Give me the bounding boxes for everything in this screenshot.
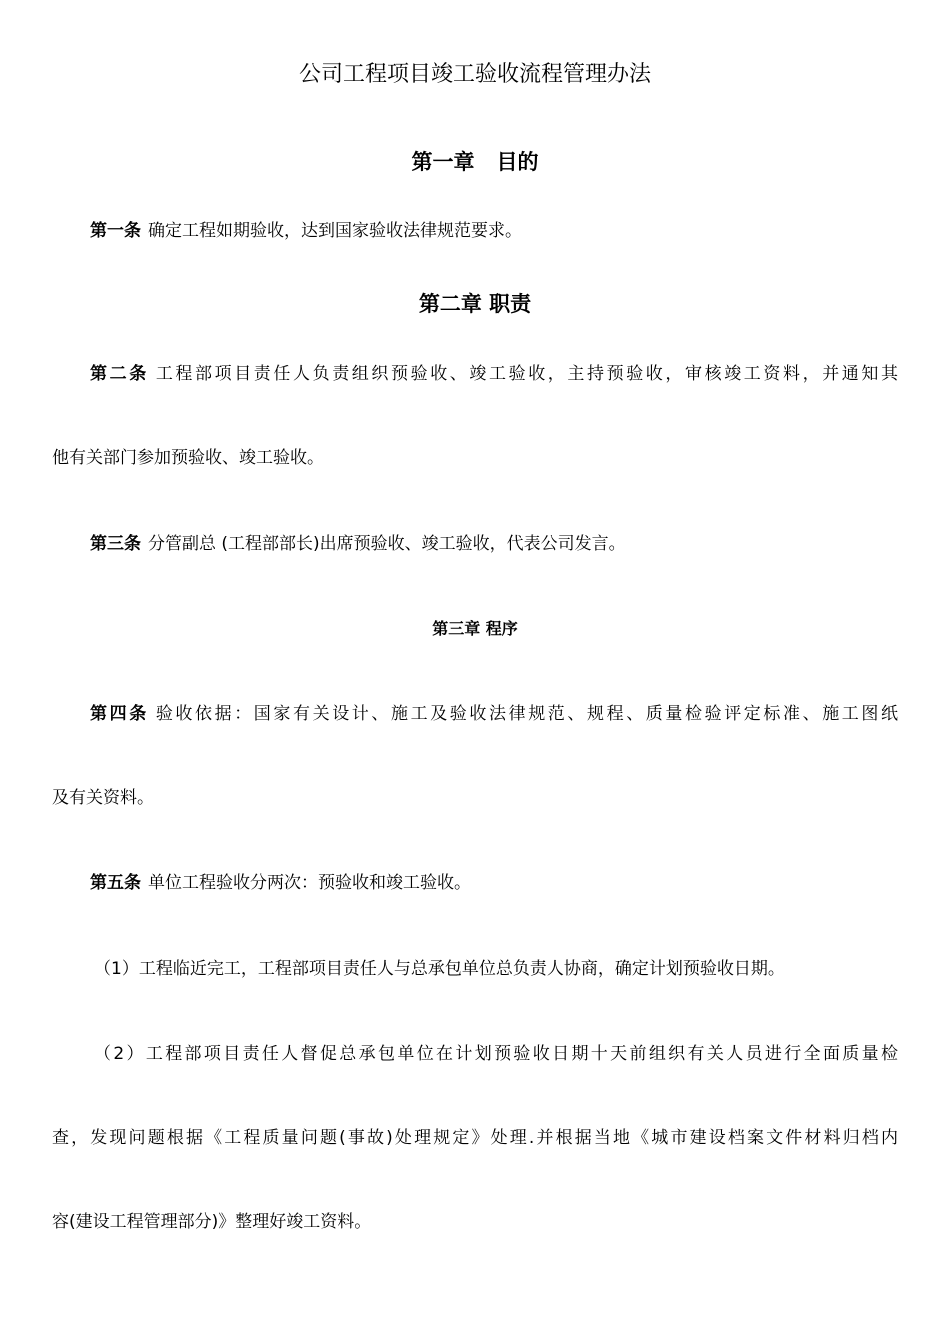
article-2-text-1: 工程部项目责任人负责组织预验收、竣工验收，主持预验收，审核竣工资料，并通知其 bbox=[155, 364, 899, 384]
chapter-3-heading: 第三章 程序 bbox=[432, 619, 518, 638]
chapter-2-heading: 第二章 职责 bbox=[418, 292, 532, 316]
article-4-line-2: 及有关资料。 bbox=[52, 788, 154, 808]
article-1-label: 第一条 bbox=[90, 221, 141, 241]
article-5-text: 单位工程验收分两次：预验收和竣工验收。 bbox=[148, 873, 471, 893]
article-1 bbox=[90, 219, 522, 243]
chapter-1-heading: 第一章 目的 bbox=[411, 150, 539, 174]
article-4-label: 第四条 bbox=[90, 704, 149, 724]
article-2-line-2: 他有关部门参加预验收、竣工验收。 bbox=[52, 448, 324, 468]
article-3-text: 分管副总 (工程部部长)出席预验收、竣工验收，代表公司发言。 bbox=[148, 534, 626, 554]
article-5 bbox=[90, 871, 471, 895]
article-4-line-1 bbox=[90, 702, 898, 726]
item-2-line-3: 容(建设工程管理部分)》整理好竣工资料。 bbox=[52, 1212, 372, 1232]
document-title: 公司工程项目竣工验收流程管理办法 bbox=[298, 62, 651, 87]
item-1: （1）工程临近完工，工程部项目责任人与总承包单位总负责人协商，确定计划预验收日期。 bbox=[94, 959, 785, 979]
article-3-label: 第三条 bbox=[90, 534, 141, 554]
article-5-label: 第五条 bbox=[90, 873, 141, 893]
article-2-line-1 bbox=[90, 362, 898, 386]
item-2-line-2: 查，发现问题根据《工程质量问题(事故)处理规定》处理.并根据当地《城市建设档案文件材料归档内 bbox=[52, 1128, 898, 1148]
item-2-line-1: （2）工程部项目责任人督促总承包单位在计划预验收日期十天前组织有关人员进行全面质量检 bbox=[94, 1044, 898, 1064]
article-1-text: 确定工程如期验收，达到国家验收法律规范要求。 bbox=[148, 221, 522, 241]
article-4-text-1: 验收依据：国家有关设计、施工及验收法律规范、规程、质量检验评定标准、施工图纸 bbox=[155, 704, 899, 724]
article-2-label: 第二条 bbox=[90, 364, 149, 384]
article-3 bbox=[90, 532, 626, 556]
